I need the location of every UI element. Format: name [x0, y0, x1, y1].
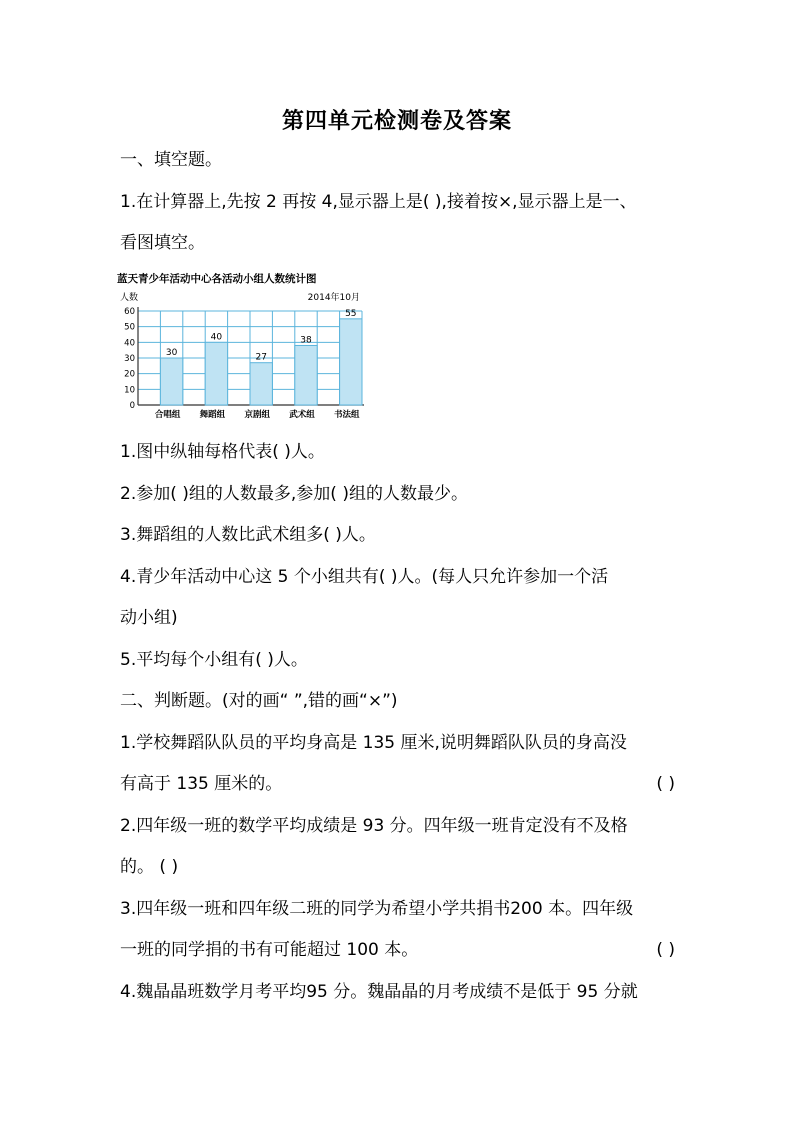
x-tick-label: 书法组 [334, 410, 360, 420]
judge-question-1-answer-paren: ( ) [656, 774, 675, 794]
fill-question-1: 1.图中纵轴每格代表( )人。 [120, 442, 325, 462]
bar [340, 319, 362, 405]
fill-question-5: 5.平均每个小组有( )人。 [120, 650, 308, 670]
judge-question-1-text: 有高于 135 厘米的。 [120, 774, 283, 794]
x-tick-label: 京剧组 [244, 410, 270, 420]
date-label: 2014年10月 [307, 293, 360, 303]
bar-value-label: 27 [255, 352, 267, 363]
bar-chart [112, 266, 372, 426]
y-tick-label: 10 [124, 385, 135, 396]
y-tick-label: 30 [124, 354, 135, 364]
y-tick-label: 50 [124, 322, 135, 333]
judge-question-1-line2 [120, 772, 690, 796]
bar-value-label: 55 [345, 308, 357, 319]
bar [205, 342, 227, 405]
fill-question-4-line2: 动小组) [120, 608, 178, 628]
bar-value-label: 30 [165, 348, 178, 358]
bar-chart-svg [112, 266, 372, 426]
section1-heading: 一、填空题。 [120, 150, 222, 170]
x-tick-label: 合唱组 [154, 410, 181, 420]
y-tick-label: 0 [129, 401, 135, 411]
bar [160, 358, 182, 405]
fill-question-3: 3.舞蹈组的人数比武术组多( )人。 [120, 525, 376, 545]
judge-question-4-line1: 4.魏晶晶班数学月考平均95 分。魏晶晶的月考成绩不是低于 95 分就 [120, 982, 638, 1002]
bar-value-label: 40 [210, 332, 223, 343]
judge-question-2-line2: 的。 ( ) [120, 857, 179, 877]
page-title: 第四单元检测卷及答案 [281, 109, 512, 134]
section2-heading: 二、判断题。(对的画“ ”,错的画“×”) [120, 691, 398, 711]
judge-question-3-answer-paren: ( ) [656, 940, 675, 960]
fill-question-2: 2.参加( )组的人数最多,参加( )组的人数最少。 [120, 484, 468, 504]
y-tick-label: 40 [124, 338, 135, 349]
y-axis-label: 人数 [120, 293, 139, 303]
judge-question-3-line1: 3.四年级一班和四年级二班的同学为希望小学共捐书200 本。四年级 [120, 899, 634, 919]
judge-question-2-line1: 2.四年级一班的数学平均成绩是 93 分。四年级一班肯定没有不及格 [120, 816, 628, 836]
fill-question-4-line1: 4.青少年活动中心这 5 个小组共有( )人。(每人只允许参加一个活 [120, 567, 609, 587]
x-tick-label: 舞蹈组 [199, 410, 226, 420]
bar [250, 363, 272, 405]
judge-question-1-line1: 1.学校舞蹈队队员的平均身高是 135 厘米,说明舞蹈队队员的身高没 [120, 733, 627, 753]
question-1-line1: 1.在计算器上,先按 2 再按 4,显示器上是( ),接着按×,显示器上是一、 [120, 192, 637, 212]
chart-title: 蓝天青少年活动中心各活动小组人数统计图 [117, 273, 317, 285]
judge-question-3-text: 一班的同学捐的书有可能超过 100 本。 [120, 940, 419, 960]
y-tick-label: 60 [124, 307, 135, 317]
question-1-line2: 看图填空。 [120, 233, 205, 253]
y-tick-label: 20 [124, 369, 135, 380]
bar-value-label: 38 [300, 335, 312, 346]
judge-question-3-line2 [120, 938, 690, 962]
bar [295, 345, 317, 405]
x-tick-label: 武术组 [289, 410, 315, 420]
